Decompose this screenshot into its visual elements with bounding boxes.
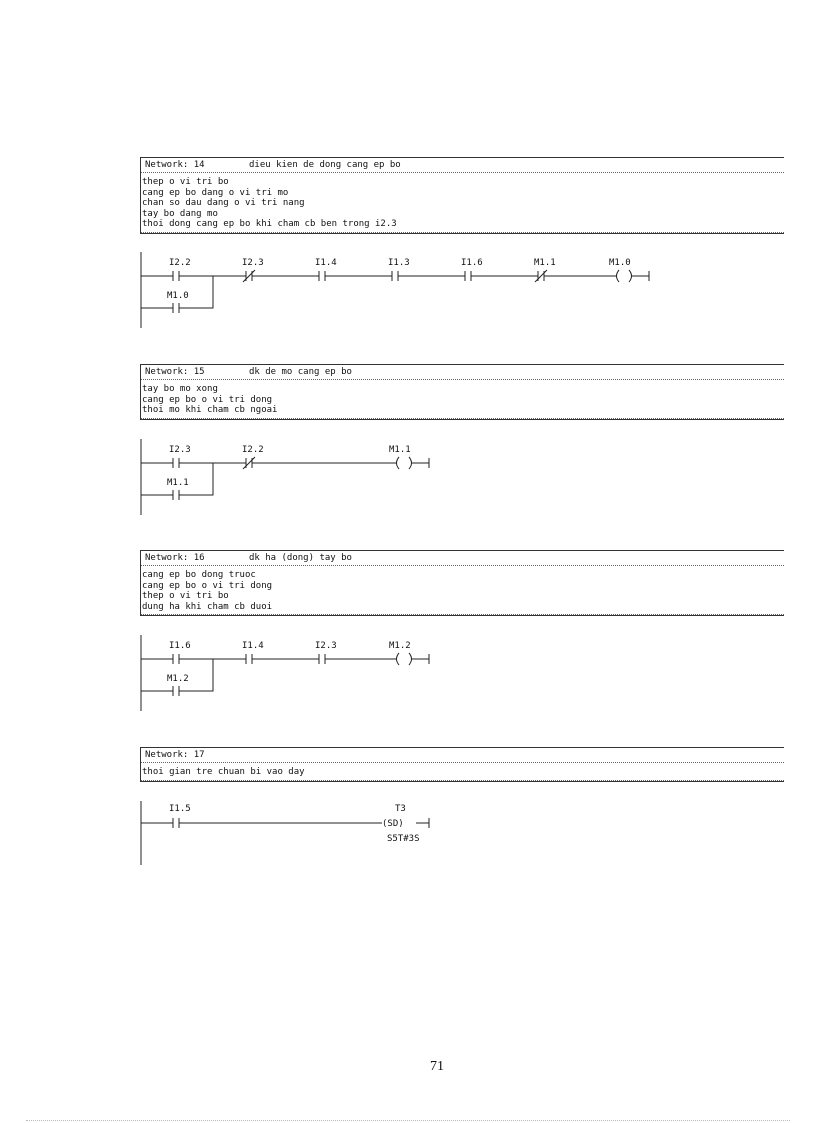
network-title: dk ha (dong) tay bo [249, 553, 352, 563]
coil-label: M1.2 [389, 641, 411, 651]
contact-label: I2.3 [169, 445, 191, 455]
network-header-box [140, 364, 784, 420]
branch-contact-label: M1.2 [167, 674, 189, 684]
timer-preset: S5T#3S [387, 834, 420, 844]
network-15-header [140, 364, 784, 420]
comment-line: tay bo dang mo [142, 208, 218, 219]
output-coil [611, 270, 647, 282]
main-rung [141, 271, 649, 281]
network-comment [141, 173, 784, 233]
contact-label: I2.2 [169, 258, 191, 268]
comment-line: thoi dong cang ep bo khi cham cb ben trong i2.3 [142, 219, 397, 229]
comment-line: thoi gian tre chuan bi vao day [142, 767, 305, 777]
contact-label: I1.4 [315, 258, 337, 268]
coil-label: T3 [395, 804, 406, 814]
output-coil [391, 457, 427, 469]
contact-label: I2.2 [242, 445, 264, 455]
contact-label: I1.6 [461, 258, 483, 268]
coil-label: M1.1 [389, 445, 411, 455]
network-comment [141, 566, 784, 615]
network-header-box [140, 550, 784, 616]
contact-label: I1.3 [388, 258, 410, 268]
comment-line: cang ep bo dang o vi tri mo [142, 187, 289, 198]
page-footer-line [26, 1120, 790, 1121]
network-title-row [141, 551, 784, 566]
main-rung [141, 458, 429, 468]
ladder-diagram-17 [139, 801, 699, 871]
network-title: dk de mo cang ep bo [249, 367, 352, 377]
contact-label: I2.3 [242, 258, 264, 268]
output-coil [391, 653, 427, 665]
network-header-box [140, 747, 784, 782]
ladder-diagram-15 [139, 439, 699, 519]
coil-label: M1.0 [609, 258, 631, 268]
page-number: 71 [430, 1059, 444, 1074]
network-title-row [141, 748, 784, 763]
branch-contact-label: M1.0 [167, 291, 189, 301]
comment-line: chan so dau dang o vi tri nang [142, 198, 305, 208]
contact-label: I1.6 [169, 641, 191, 651]
contact-label: I2.3 [315, 641, 337, 651]
contact-label: M1.1 [534, 258, 556, 268]
ladder-diagram-14 [139, 252, 699, 332]
network-14-header [140, 157, 784, 234]
comment-line: thoi mo khi cham cb ngoai [142, 405, 278, 415]
contact-label: I1.5 [169, 804, 191, 814]
network-label: Network: 16 [145, 553, 205, 563]
comment-line: cang ep bo o vi tri dong [142, 580, 273, 591]
network-title-row [141, 158, 784, 173]
timer-coil: (SD) [382, 819, 404, 829]
comment-line: thep o vi tri bo [142, 591, 229, 601]
network-label: Network: 14 [145, 160, 205, 170]
network-comment [141, 380, 784, 419]
network-label: Network: 15 [145, 367, 205, 377]
comment-line: thep o vi tri bo [142, 177, 229, 187]
network-16-ladder [139, 635, 699, 715]
branch-contact-label: M1.1 [167, 478, 189, 488]
network-14-ladder [139, 252, 699, 332]
network-comment [141, 763, 784, 781]
network-header-box [140, 157, 784, 234]
comment-line: cang ep bo dong truoc [142, 570, 256, 580]
main-rung [141, 654, 429, 664]
network-title-row [141, 365, 784, 380]
comment-line: dung ha khi cham cb duoi [142, 601, 273, 612]
network-17-header [140, 747, 784, 782]
network-title: dieu kien de dong cang ep bo [249, 160, 401, 170]
contact-label: I1.4 [242, 641, 264, 651]
ladder-diagram-16 [139, 635, 699, 715]
network-16-header [140, 550, 784, 616]
comment-line: tay bo mo xong [142, 384, 218, 394]
network-15-ladder [139, 439, 699, 519]
comment-line: cang ep bo o vi tri dong [142, 394, 273, 405]
network-17-ladder [139, 801, 699, 871]
network-label: Network: 17 [145, 750, 205, 760]
